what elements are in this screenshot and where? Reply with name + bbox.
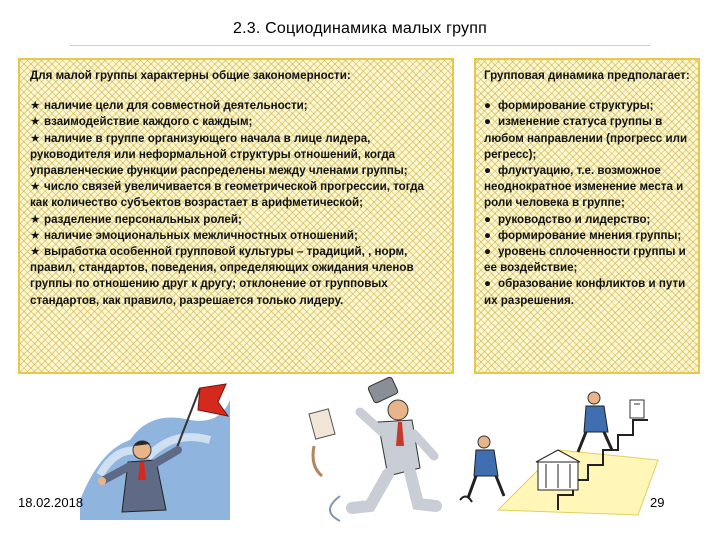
staircase-climbers-illustration xyxy=(458,380,668,520)
right-text-panel xyxy=(474,58,700,374)
left-text-panel xyxy=(18,58,454,374)
star-bullet-icon: ★ xyxy=(30,245,41,259)
star-bullet-icon: ★ xyxy=(30,212,41,226)
dot-bullet-icon: ● xyxy=(484,115,492,129)
running-businessman-illustration xyxy=(300,376,450,526)
flag-waving-businessman-illustration xyxy=(80,380,230,520)
left-list-item: ★ выработка особенной групповой культуры – традиций, , норм, правил, стандартов, поведения, определяющих ожидания членов группы по отношению друг к другу; отклонение от групповых стандартов, как правило, разрешается только лидеру. xyxy=(30,245,414,307)
star-bullet-icon: ★ xyxy=(30,228,41,242)
dot-bullet-icon: ● xyxy=(484,164,492,178)
star-bullet-icon: ★ xyxy=(30,131,41,145)
star-bullet-icon: ★ xyxy=(30,99,41,113)
dot-bullet-icon: ● xyxy=(484,228,492,242)
right-list-item: ● образование конфликтов и пути их разрешения. xyxy=(484,277,686,307)
title-divider xyxy=(70,45,650,46)
right-list-item: ● формирование структуры; xyxy=(484,98,690,114)
dot-bullet-icon: ● xyxy=(484,212,492,226)
right-panel-intro: Групповая динамика предполагает: xyxy=(484,69,690,82)
page-number: 29 xyxy=(650,495,665,510)
footer-date: 18.02.2018 xyxy=(18,495,84,510)
right-list-item: ● флуктуацию, т.е. возможное неоднократное изменение места и роли человека в группе; xyxy=(484,164,684,210)
dot-bullet-icon: ● xyxy=(484,245,492,259)
right-list-item: ● формирование мнения группы; xyxy=(484,228,690,244)
left-list-item: ★ наличие цели для совместной деятельности; xyxy=(30,98,442,114)
left-list-item: ★ наличие в группе организующего начала в лице лидера, руководителя или неформальной структуры отношений, когда управленческие функции распределены между членами группы; xyxy=(30,131,408,178)
left-panel-intro: Для малой группы характерны общие закономерности: xyxy=(30,69,351,82)
right-list-item: ● изменение статуса группы в любом направлении (прогресс или регресс); xyxy=(484,115,688,161)
right-list-item: ● уровень сплоченности группы и ее воздействие; xyxy=(484,245,686,275)
star-bullet-icon: ★ xyxy=(30,115,41,129)
star-bullet-icon: ★ xyxy=(30,180,41,194)
dot-bullet-icon: ● xyxy=(484,99,492,113)
left-list-item: ★ число связей увеличивается в геометрической прогрессии, тогда как количество субъектов возрастает в арифметической; xyxy=(30,180,424,210)
slide-title: 2.3. Социодинамика малых групп xyxy=(233,20,487,37)
left-list-item: ★ разделение персональных ролей; xyxy=(30,212,442,228)
right-list-item: ● руководство и лидерство; xyxy=(484,212,690,228)
dot-bullet-icon: ● xyxy=(484,277,492,291)
left-list-item: ★ наличие эмоциональных межличностных отношений; xyxy=(30,228,442,244)
left-list-item: ★ взаимодействие каждого с каждым; xyxy=(30,114,442,130)
